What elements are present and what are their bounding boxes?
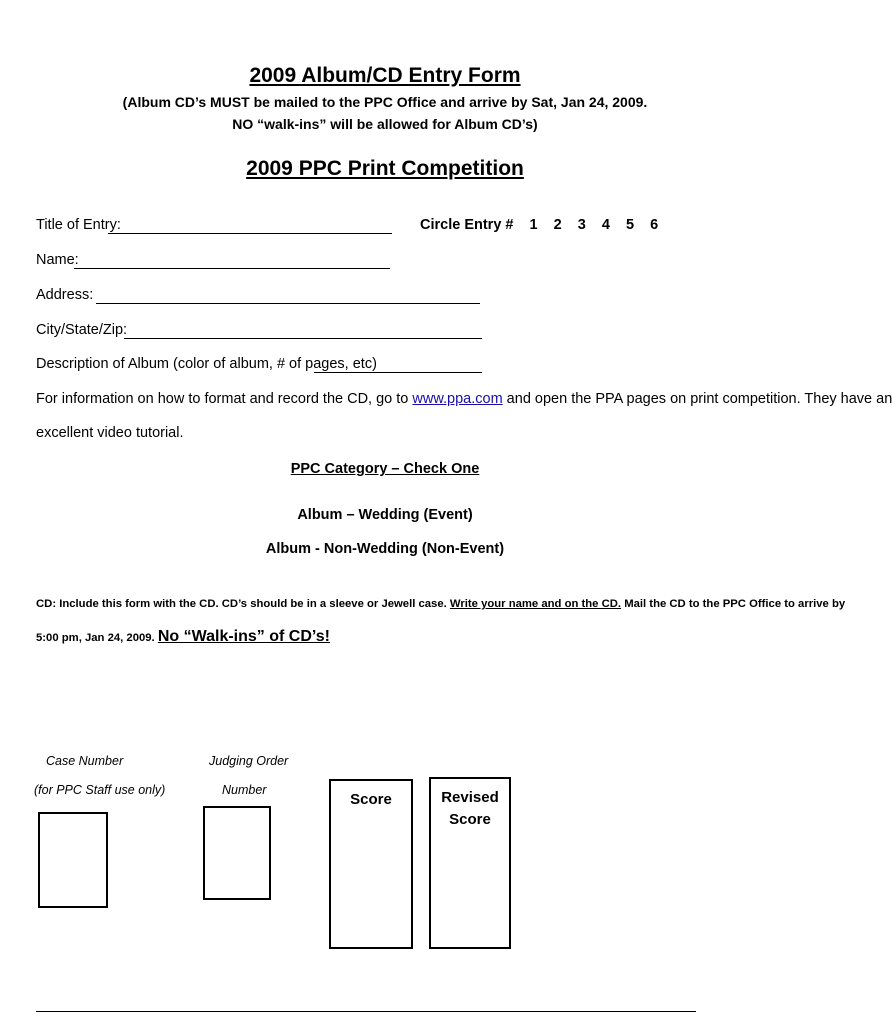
revised-score-box[interactable] bbox=[429, 777, 511, 949]
case-number-label: Case Number bbox=[46, 754, 124, 768]
entry-number-3[interactable]: 3 bbox=[577, 217, 586, 233]
cd-note-part3: Mail the CD to the PPC Office to arrive by bbox=[621, 598, 846, 610]
entry-number-5[interactable]: 5 bbox=[625, 217, 635, 233]
cd-note-part1: CD: Include this form with the CD. CD’s should be in a sleeve or Jewell case. bbox=[36, 598, 450, 610]
form-title: 2009 Album/CD Entry Form bbox=[249, 64, 521, 87]
revised-score-label bbox=[431, 787, 509, 831]
no-walk-ins-notice: No “Walk-ins” of CD’s! bbox=[157, 628, 330, 645]
info-text-before-link: For information on how to format and record the CD, go to bbox=[36, 391, 413, 407]
city-state-zip-label: City/State/Zip: bbox=[36, 322, 128, 338]
cd-note-write-name: Write your name and on the CD. bbox=[449, 598, 622, 610]
mailing-notice-line2: NO “walk-ins” will be allowed for Album CD’s) bbox=[232, 116, 538, 132]
staff-use-only-label: (for PPC Staff use only) bbox=[34, 783, 166, 797]
cd-note-line1 bbox=[36, 598, 845, 610]
category-option-non-wedding[interactable]: Album - Non-Wedding (Non-Event) bbox=[265, 541, 505, 557]
info-line2: excellent video tutorial. bbox=[36, 425, 184, 441]
entry-number-2[interactable]: 2 bbox=[553, 217, 562, 233]
score-box[interactable] bbox=[329, 779, 413, 949]
description-line[interactable] bbox=[314, 372, 482, 373]
entry-number-1[interactable]: 1 bbox=[529, 217, 538, 233]
cd-note-deadline: 5:00 pm, Jan 24, 2009. bbox=[36, 632, 158, 644]
title-of-entry-label: Title of Entry: bbox=[36, 217, 121, 233]
competition-title: 2009 PPC Print Competition bbox=[246, 157, 524, 180]
mailing-notice-line1: (Album CD’s MUST be mailed to the PPC Office and arrive by Sat, Jan 24, 2009. bbox=[122, 94, 648, 110]
entry-number-4[interactable]: 4 bbox=[601, 217, 610, 233]
info-text-after-link: and open the PPA pages on print competition. They have an bbox=[502, 391, 892, 407]
address-label: Address: bbox=[36, 287, 94, 303]
info-line1 bbox=[36, 391, 892, 407]
name-line[interactable] bbox=[74, 268, 390, 269]
cd-note-line2 bbox=[36, 628, 330, 646]
judging-order-box[interactable] bbox=[203, 806, 271, 900]
category-option-wedding[interactable]: Album – Wedding (Event) bbox=[297, 507, 473, 523]
revised-label-line2: Score bbox=[449, 811, 491, 828]
score-label: Score bbox=[350, 791, 392, 808]
description-label: Description of Album (color of album, # of pages, etc) bbox=[36, 356, 377, 372]
judging-number-label: Number bbox=[222, 783, 267, 797]
bottom-divider bbox=[36, 1011, 696, 1012]
revised-label-line1: Revised bbox=[441, 789, 499, 806]
city-state-zip-line[interactable] bbox=[124, 338, 482, 339]
category-heading: PPC Category – Check One bbox=[290, 461, 480, 477]
address-line[interactable] bbox=[96, 303, 480, 304]
circle-entry-label: Circle Entry # bbox=[420, 217, 514, 233]
name-label: Name: bbox=[36, 252, 79, 268]
entry-number-6[interactable]: 6 bbox=[650, 217, 659, 233]
case-number-box[interactable] bbox=[38, 812, 108, 908]
title-of-entry-line[interactable] bbox=[108, 233, 392, 234]
ppa-link[interactable]: www.ppa.com bbox=[412, 391, 503, 407]
judging-order-label: Judging Order bbox=[209, 754, 289, 768]
circle-entry bbox=[420, 217, 658, 233]
